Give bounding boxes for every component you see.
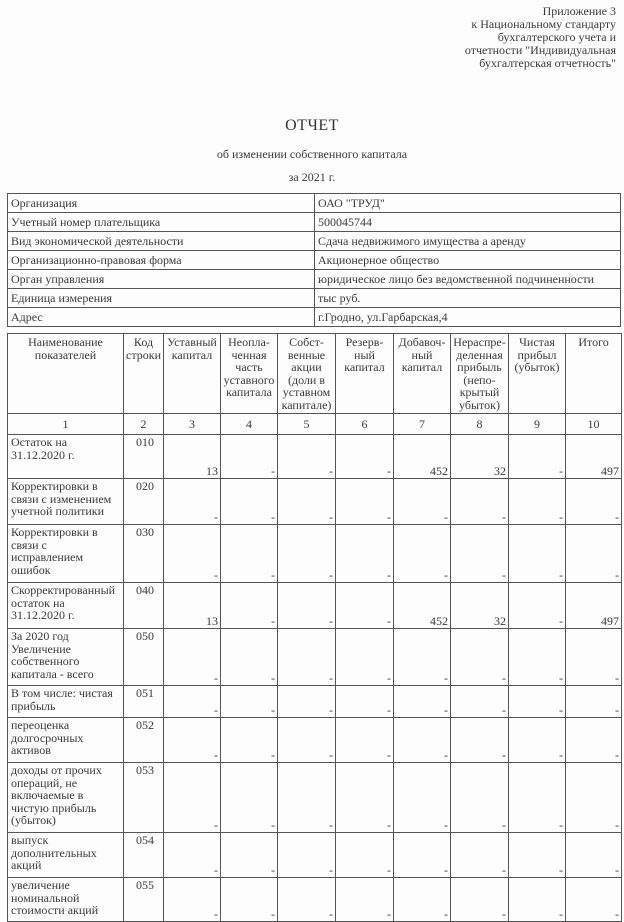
- row-value: -: [509, 525, 566, 583]
- row-value: -: [509, 629, 566, 686]
- info-value: ОАО "ТРУД": [315, 194, 621, 213]
- row-value: 32: [451, 583, 509, 629]
- row-name: Остаток на 31.12.2020 г.: [8, 435, 124, 479]
- row-name: Корректировки в связи с исправлением ошибок: [8, 525, 124, 583]
- column-number: 9: [509, 414, 566, 435]
- column-header: Нераспре-деленная прибыль (непо-крытый убыток): [451, 334, 509, 414]
- row-value: -: [221, 833, 278, 878]
- row-value: -: [278, 629, 336, 686]
- row-code: 050: [124, 629, 164, 686]
- organization-info-table: [7, 193, 621, 327]
- column-header: Резерв-ный капитал: [336, 334, 394, 414]
- row-value: -: [336, 583, 394, 629]
- column-header: Уставный капитал: [164, 334, 221, 414]
- row-name: Скорректированный остаток на 31.12.2020 г.: [8, 583, 124, 629]
- info-row: [8, 270, 621, 289]
- row-code: 051: [124, 686, 164, 718]
- row-name: доходы от прочих операций, не включаемые в чистую прибыль (убыток): [8, 763, 124, 833]
- row-name: выпуск дополнительных акций: [8, 833, 124, 878]
- row-value: -: [221, 435, 278, 479]
- row-value: -: [221, 583, 278, 629]
- row-code: 040: [124, 583, 164, 629]
- column-header: Неопла-ченная часть уставного капитала: [221, 334, 278, 414]
- info-row: [8, 213, 621, 232]
- row-value: -: [509, 479, 566, 525]
- row-value: -: [336, 833, 394, 878]
- row-value: -: [451, 686, 509, 718]
- report-title: ОТЧЕТ: [285, 117, 339, 134]
- row-value: -: [451, 629, 509, 686]
- row-value: -: [164, 629, 221, 686]
- row-value: -: [566, 479, 622, 525]
- info-row: [8, 232, 621, 251]
- row-value: -: [509, 878, 566, 922]
- row-code: 010: [124, 435, 164, 479]
- row-value: -: [451, 763, 509, 833]
- row-value: -: [394, 629, 451, 686]
- column-number: 2: [124, 414, 164, 435]
- info-label: Орган управления: [8, 270, 315, 289]
- info-value: Акционерное общество: [315, 251, 621, 270]
- row-value: 452: [394, 435, 451, 479]
- appendix-note: [465, 5, 616, 70]
- row-value: 452: [394, 583, 451, 629]
- row-value: -: [509, 763, 566, 833]
- row-value: -: [566, 686, 622, 718]
- row-value: -: [394, 878, 451, 922]
- appendix-line: отчетности "Индивидуальная: [464, 43, 616, 57]
- row-name: В том числе: чистая прибыль: [8, 686, 124, 718]
- table-row: [8, 435, 622, 479]
- report-subtitle: об изменении собственного капитала: [216, 147, 408, 161]
- row-value: -: [164, 686, 221, 718]
- row-value: -: [566, 525, 622, 583]
- row-value: -: [221, 763, 278, 833]
- row-value: 497: [566, 435, 622, 479]
- row-value: 32: [451, 435, 509, 479]
- column-header: Собст-венные акции (доли в уставном капитале): [278, 334, 336, 414]
- table-row: [8, 583, 622, 629]
- row-value: -: [336, 878, 394, 922]
- appendix-line: к Национальному стандарту: [471, 17, 616, 31]
- row-name: увеличение номинальной стоимости акций: [8, 878, 124, 922]
- row-value: -: [221, 878, 278, 922]
- row-value: -: [394, 763, 451, 833]
- column-number: 7: [394, 414, 451, 435]
- column-header: Итого: [566, 334, 622, 414]
- info-value: юридическое лицо без ведомственной подчиненности: [315, 270, 621, 289]
- row-value: -: [451, 878, 509, 922]
- column-header: Наименование показателей: [8, 334, 124, 414]
- column-number: 3: [164, 414, 221, 435]
- row-value: 497: [566, 583, 622, 629]
- row-value: -: [394, 833, 451, 878]
- row-value: -: [451, 833, 509, 878]
- column-header: Добавоч-ный капитал: [394, 334, 451, 414]
- row-code: 020: [124, 479, 164, 525]
- row-value: -: [394, 718, 451, 763]
- info-row: [8, 194, 621, 213]
- info-value: Сдача недвижимого имущества а аренду: [315, 232, 621, 251]
- row-value: 13: [164, 435, 221, 479]
- row-value: -: [278, 479, 336, 525]
- equity-changes-table: [7, 333, 622, 922]
- row-value: -: [394, 479, 451, 525]
- table-row: [8, 479, 622, 525]
- row-value: -: [164, 525, 221, 583]
- row-value: -: [451, 525, 509, 583]
- row-value: -: [278, 878, 336, 922]
- row-value: -: [394, 686, 451, 718]
- row-value: -: [336, 479, 394, 525]
- table-row: [8, 525, 622, 583]
- row-value: -: [509, 686, 566, 718]
- row-value: 13: [164, 583, 221, 629]
- row-code: 055: [124, 878, 164, 922]
- appendix-line: Приложение 3: [542, 4, 616, 18]
- row-name: За 2020 год Увеличение собственного капитала - всего: [8, 629, 124, 686]
- info-value: г.Гродно, ул.Гарбарская,4: [315, 308, 621, 327]
- row-value: -: [336, 763, 394, 833]
- info-label: Организация: [8, 194, 315, 213]
- info-value: 500045744: [315, 213, 621, 232]
- row-value: -: [164, 718, 221, 763]
- row-name: переоценка долгосрочных активов: [8, 718, 124, 763]
- row-value: -: [278, 525, 336, 583]
- row-value: -: [336, 525, 394, 583]
- row-value: -: [336, 435, 394, 479]
- row-value: -: [164, 833, 221, 878]
- row-value: -: [566, 763, 622, 833]
- row-value: -: [278, 686, 336, 718]
- row-value: -: [221, 686, 278, 718]
- info-label: Организационно-правовая форма: [8, 251, 315, 270]
- column-header: Код строки: [124, 334, 164, 414]
- report-period: за 2021 г.: [288, 170, 336, 184]
- row-value: -: [278, 763, 336, 833]
- row-value: -: [164, 878, 221, 922]
- row-code: 030: [124, 525, 164, 583]
- row-value: -: [278, 583, 336, 629]
- row-value: -: [509, 583, 566, 629]
- row-code: 054: [124, 833, 164, 878]
- info-label: Учетный номер плательщика: [8, 213, 315, 232]
- column-headers: [8, 334, 622, 414]
- appendix-line: бухгалтерского учета и: [497, 30, 616, 44]
- row-value: -: [566, 718, 622, 763]
- row-value: -: [509, 435, 566, 479]
- column-numbers: [8, 414, 622, 435]
- row-value: -: [451, 479, 509, 525]
- row-value: -: [221, 525, 278, 583]
- table-row: [8, 718, 622, 763]
- info-row: [8, 251, 621, 270]
- row-value: -: [336, 718, 394, 763]
- row-value: -: [336, 686, 394, 718]
- row-value: -: [566, 833, 622, 878]
- table-row: [8, 878, 622, 922]
- table-row: [8, 629, 622, 686]
- column-number: 8: [451, 414, 509, 435]
- row-code: 052: [124, 718, 164, 763]
- row-value: -: [221, 479, 278, 525]
- row-value: -: [164, 763, 221, 833]
- info-label: Единица измерения: [8, 289, 315, 308]
- row-value: -: [566, 878, 622, 922]
- row-value: -: [278, 833, 336, 878]
- row-value: -: [221, 629, 278, 686]
- row-value: -: [221, 718, 278, 763]
- row-value: -: [164, 479, 221, 525]
- column-number: 10: [566, 414, 622, 435]
- column-number: 6: [336, 414, 394, 435]
- info-label: Адрес: [8, 308, 315, 327]
- row-value: -: [509, 833, 566, 878]
- row-value: -: [394, 525, 451, 583]
- row-value: -: [566, 629, 622, 686]
- row-code: 053: [124, 763, 164, 833]
- row-value: -: [278, 435, 336, 479]
- info-row: [8, 289, 621, 308]
- row-value: -: [278, 718, 336, 763]
- row-value: -: [336, 629, 394, 686]
- column-number: 4: [221, 414, 278, 435]
- appendix-line: бухгалтерская отчетность": [479, 56, 616, 70]
- info-label: Вид экономической деятельности: [8, 232, 315, 251]
- table-row: [8, 686, 622, 718]
- column-header: Чистая прибыл (убыток): [509, 334, 566, 414]
- row-name: Корректировки в связи с изменением учетной политики: [8, 479, 124, 525]
- column-number: 1: [8, 414, 124, 435]
- column-number: 5: [278, 414, 336, 435]
- table-row: [8, 833, 622, 878]
- row-value: -: [451, 718, 509, 763]
- info-value: тыс руб.: [315, 289, 621, 308]
- row-value: -: [509, 718, 566, 763]
- info-row: [8, 308, 621, 327]
- table-row: [8, 763, 622, 833]
